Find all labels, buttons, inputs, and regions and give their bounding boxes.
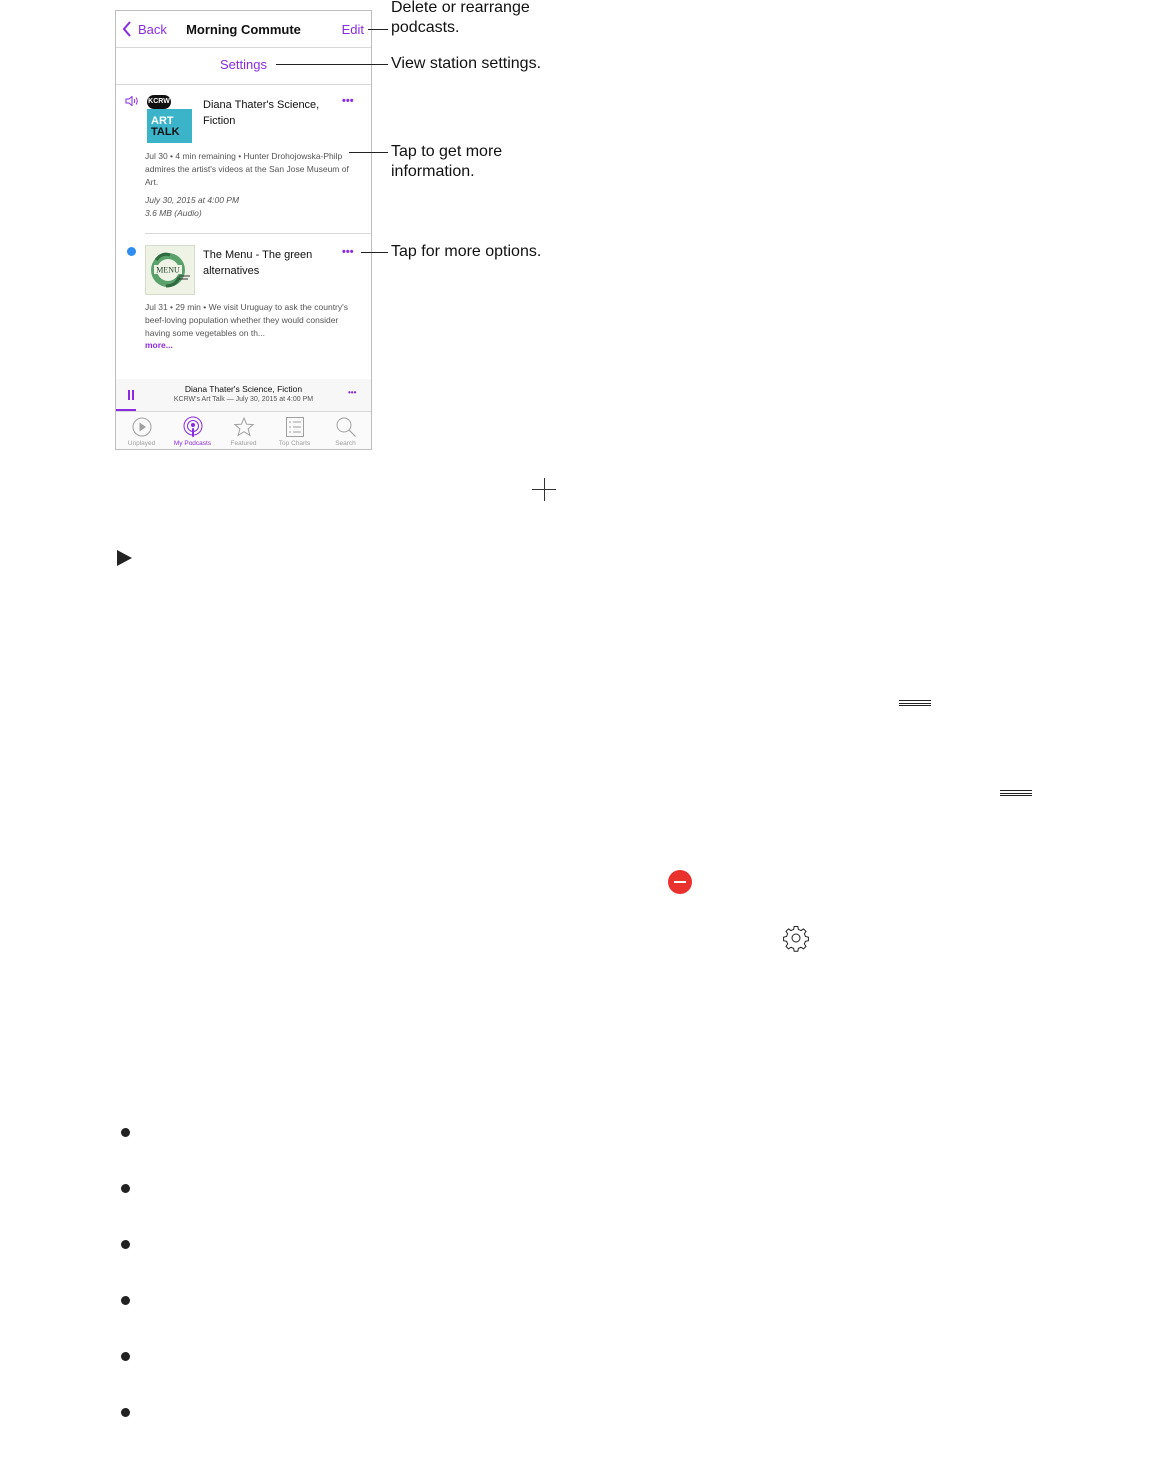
bullet-icon bbox=[121, 1184, 130, 1193]
tab-my-podcasts[interactable] bbox=[167, 412, 218, 450]
edit-button[interactable]: Edit bbox=[341, 22, 364, 37]
star-icon bbox=[233, 416, 255, 438]
callout-options: Tap for more options. bbox=[391, 243, 542, 260]
bullet-icon bbox=[121, 1352, 130, 1361]
tab-featured[interactable] bbox=[218, 412, 269, 450]
tab-unplayed[interactable] bbox=[116, 412, 167, 450]
list-icon bbox=[284, 416, 306, 438]
artwork-logo: KCRW bbox=[147, 95, 171, 109]
episode-date: July 30, 2015 at 4:00 PM bbox=[145, 195, 240, 205]
episode-description[interactable]: Jul 30 • 4 min remaining • Hunter Drohojowska-Philp admires the artist's videos at the San Jose Museum of Art. bbox=[145, 151, 349, 187]
unplayed-indicator bbox=[127, 247, 136, 256]
episode-artwork[interactable] bbox=[145, 245, 195, 295]
tab-bar bbox=[116, 411, 371, 450]
callout-edit: Delete or rearrange podcasts. bbox=[391, 0, 530, 36]
episode-title[interactable]: The Menu - The green alternatives bbox=[203, 249, 313, 277]
tab-top-charts[interactable] bbox=[269, 412, 320, 450]
tab-label: Top Charts bbox=[278, 440, 311, 447]
episode-artwork[interactable] bbox=[145, 95, 194, 145]
divider bbox=[145, 233, 371, 234]
reorder-icon bbox=[1000, 790, 1032, 796]
artwork-text: TALK bbox=[151, 126, 180, 138]
tab-label: Search bbox=[335, 440, 356, 447]
back-button[interactable]: Back bbox=[138, 22, 167, 37]
navigation-bar bbox=[116, 11, 371, 47]
more-link[interactable]: more... bbox=[145, 340, 173, 350]
now-playing-title: Diana Thater's Science, Fiction bbox=[184, 384, 303, 394]
bullet-icon bbox=[121, 1408, 130, 1417]
reorder-icon bbox=[899, 700, 931, 706]
callout-line bbox=[276, 64, 388, 65]
more-options-icon[interactable]: ••• bbox=[348, 388, 357, 397]
play-circle-icon bbox=[131, 416, 153, 438]
callout-line bbox=[368, 29, 388, 30]
tab-label: My Podcasts bbox=[173, 440, 212, 447]
callout-line bbox=[361, 252, 388, 253]
artwork-text: ART bbox=[151, 115, 174, 127]
bullet-icon bbox=[121, 1296, 130, 1305]
gear-icon bbox=[782, 924, 810, 952]
more-options-icon[interactable]: ••• bbox=[342, 246, 354, 258]
tab-label: Featured bbox=[230, 440, 257, 447]
svg-text:MENU: MENU bbox=[156, 265, 180, 275]
callout-settings: View station settings. bbox=[391, 55, 542, 72]
speaker-icon bbox=[125, 96, 139, 106]
now-playing-bar[interactable] bbox=[116, 379, 371, 411]
callout-info: Tap to get more information. bbox=[391, 143, 503, 180]
search-icon bbox=[335, 416, 357, 438]
tab-label: Unplayed bbox=[127, 440, 156, 447]
play-icon bbox=[117, 550, 132, 566]
episode-description[interactable]: Jul 31 • 29 min • We visit Uruguay to ask the country's beef-loving population whether they would consider having some vegetables on th... bbox=[145, 302, 349, 338]
podcasts-icon bbox=[182, 416, 204, 438]
podcasts-screenshot bbox=[115, 10, 372, 450]
page-title: Morning Commute bbox=[186, 22, 301, 37]
callout-line bbox=[349, 152, 388, 153]
now-playing-subtitle: KCRW's Art Talk — July 30, 2015 at 4:00 PM bbox=[173, 396, 314, 403]
episode-size: 3.6 MB (Audio) bbox=[145, 208, 202, 218]
delete-icon bbox=[668, 870, 692, 894]
bullet-icon bbox=[121, 1240, 130, 1249]
episode-title[interactable]: Diana Thater's Science, Fiction bbox=[203, 99, 320, 127]
settings-link[interactable]: Settings bbox=[220, 57, 267, 72]
divider bbox=[116, 84, 371, 85]
tab-search[interactable] bbox=[320, 412, 371, 450]
bullet-icon bbox=[121, 1128, 130, 1137]
plus-icon-stroke bbox=[544, 478, 545, 501]
divider bbox=[116, 47, 371, 48]
more-options-icon[interactable]: ••• bbox=[342, 95, 354, 107]
menu-logo-icon bbox=[146, 246, 194, 294]
